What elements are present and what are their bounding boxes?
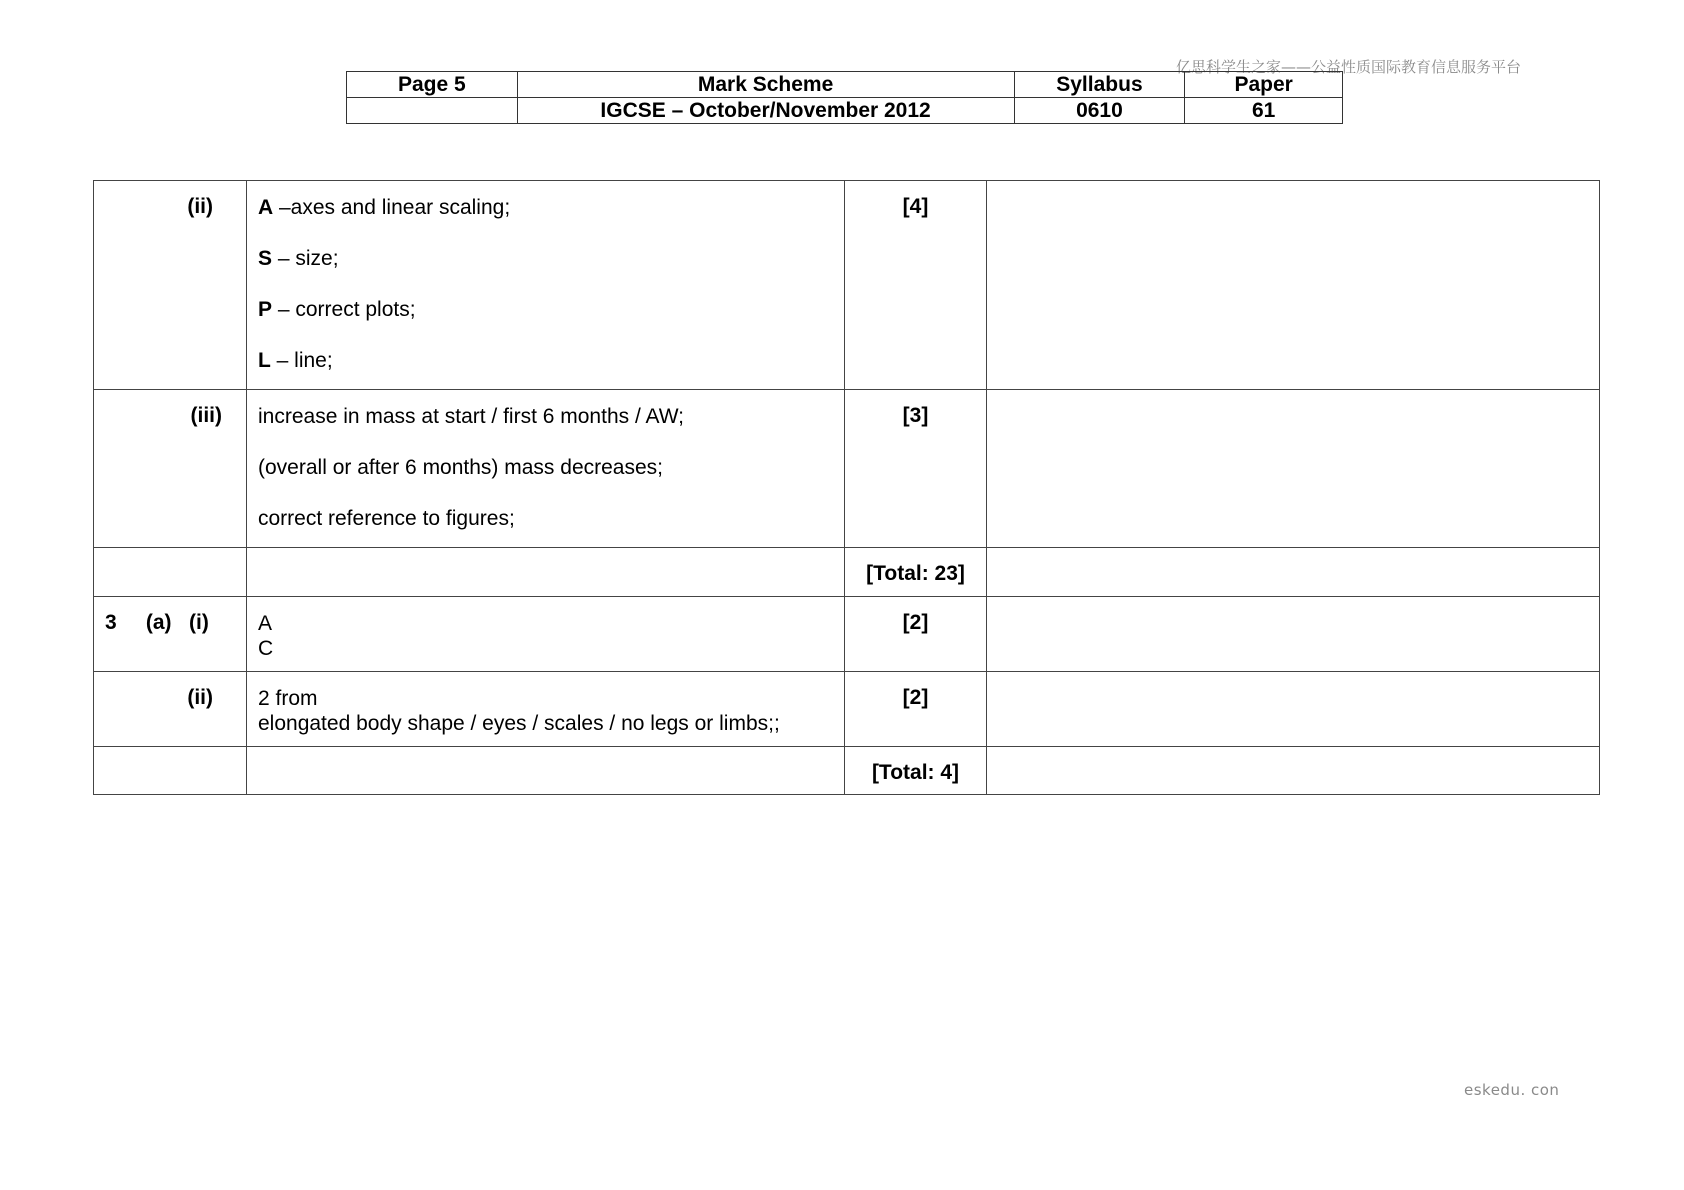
question-ref — [94, 747, 247, 795]
table-row — [94, 597, 1600, 672]
answer-line: elongated body shape / eyes / scales / no legs or limbs;; — [258, 712, 780, 735]
table-row — [94, 548, 1600, 597]
question-ref: (ii) — [94, 672, 247, 747]
guidance-cell — [987, 747, 1600, 795]
answer-cell — [247, 747, 845, 795]
answer-line: correct reference to figures; — [258, 507, 515, 530]
mark-cell: [4] — [845, 181, 987, 390]
answer-line: S – size; — [258, 247, 339, 270]
empty-cell — [347, 98, 518, 124]
paper-value: 61 — [1185, 98, 1343, 124]
answer-line: A –axes and linear scaling; — [258, 196, 511, 219]
guidance-cell — [987, 672, 1600, 747]
question-ref: (iii) — [94, 390, 247, 548]
watermark-bottom: eskedu. con — [1464, 1081, 1560, 1099]
page-number: Page 5 — [347, 72, 518, 98]
answer-line: A — [258, 612, 273, 635]
answer-cell — [247, 672, 845, 747]
mark-cell: [2] — [845, 672, 987, 747]
syllabus-label: Syllabus — [1014, 72, 1185, 98]
mark-cell: [3] — [845, 390, 987, 548]
guidance-cell — [987, 597, 1600, 672]
question-ref — [94, 548, 247, 597]
mark-scheme-table — [93, 180, 1600, 795]
syllabus-value: 0610 — [1014, 98, 1185, 124]
answer-cell — [247, 181, 845, 390]
guidance-cell — [987, 548, 1600, 597]
answer-line: C — [258, 637, 274, 660]
guidance-cell — [987, 181, 1600, 390]
answer-cell — [247, 597, 845, 672]
table-row — [94, 181, 1600, 390]
table-row — [94, 672, 1600, 747]
table-row — [94, 390, 1600, 548]
guidance-cell — [987, 390, 1600, 548]
answer-cell — [247, 548, 845, 597]
mark-cell: [2] — [845, 597, 987, 672]
answer-line: P – correct plots; — [258, 298, 416, 321]
answer-cell — [247, 390, 845, 548]
answer-line: L – line; — [258, 349, 333, 372]
header-table — [346, 71, 1343, 124]
answer-line: (overall or after 6 months) mass decreases; — [258, 456, 663, 479]
total-mark-cell: [Total: 4] — [845, 747, 987, 795]
table-row — [94, 747, 1600, 795]
document-title: Mark Scheme — [517, 72, 1014, 98]
watermark-top: 亿思科学生之家——公益性质国际教育信息服务平台 — [1176, 58, 1522, 76]
question-ref: (ii) — [94, 181, 247, 390]
question-ref: 3 (a) (i) — [94, 597, 247, 672]
answer-line: increase in mass at start / first 6 months / AW; — [258, 405, 684, 428]
total-mark-cell: [Total: 23] — [845, 548, 987, 597]
exam-session: IGCSE – October/November 2012 — [517, 98, 1014, 124]
answer-line: 2 from — [258, 687, 318, 710]
paper-label: Paper — [1185, 72, 1343, 98]
